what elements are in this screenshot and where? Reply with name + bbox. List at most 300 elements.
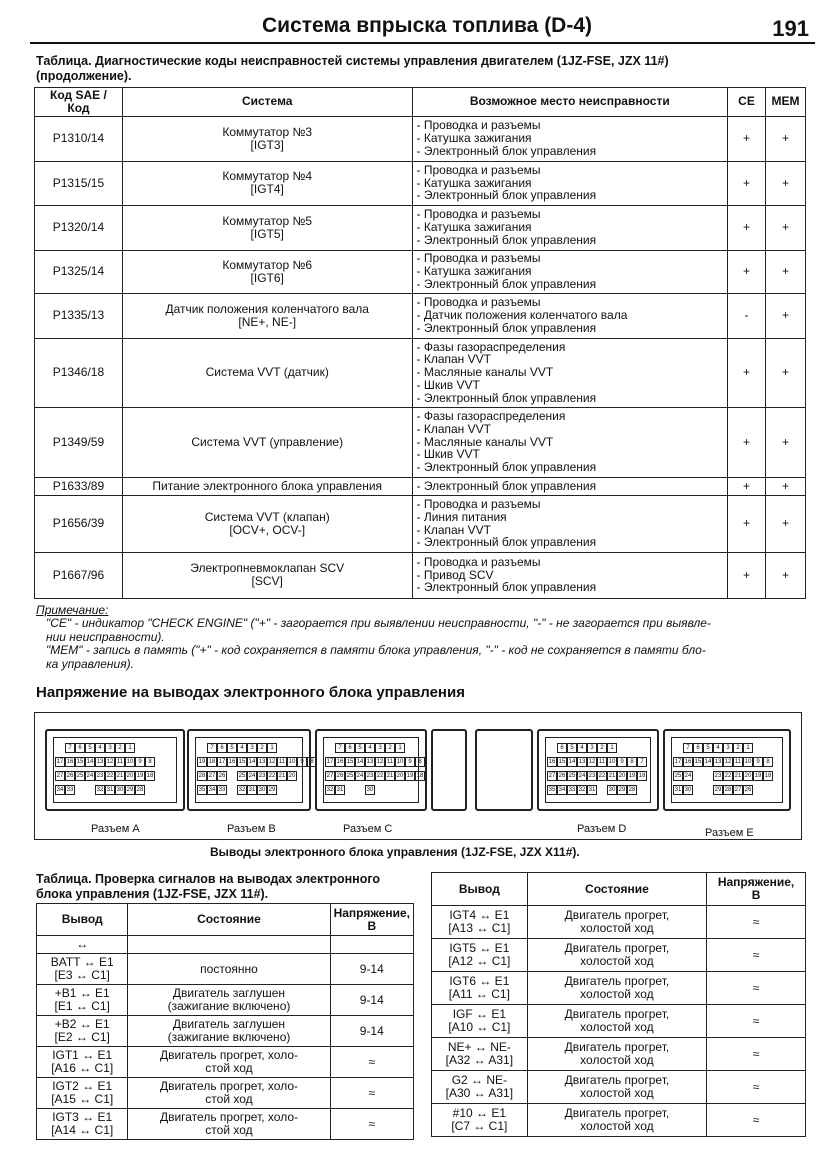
mem-flag: + <box>765 116 805 161</box>
pin-cell: 9 <box>297 757 307 767</box>
pin-cell: 35 <box>548 787 556 793</box>
pin-cell <box>703 771 713 781</box>
table-row <box>35 552 806 598</box>
pin-cell: 16 <box>336 759 344 765</box>
pin-cell: 16 <box>66 759 74 765</box>
pin-cell: 16 <box>548 759 556 765</box>
table-row <box>37 1078 414 1109</box>
pin-cell: 26 <box>744 787 752 793</box>
pin-cell: 13 <box>366 759 374 765</box>
pin-cell: 9 <box>617 757 627 767</box>
pin-cell: 9 <box>405 757 415 767</box>
pin-cell: 15 <box>346 759 354 765</box>
code-cell: P1325/14 <box>35 250 123 293</box>
state-cell: Двигатель прогрет, холостой ход <box>527 972 706 1005</box>
pin-cell: 30 <box>684 787 692 793</box>
voltage-cell: ≈ <box>707 1005 806 1038</box>
location-cell: - Проводка и разъемы - Катушка зажигания - Электронный блок управления <box>412 205 728 250</box>
connector-b <box>187 729 314 811</box>
pin-cell: 22 <box>724 773 732 779</box>
location-cell: - Электронный блок управления <box>412 477 728 495</box>
mem-flag: + <box>765 552 805 598</box>
code-cell: P1667/96 <box>35 552 123 598</box>
system-cell: Коммутатор №4 [IGT4] <box>122 161 412 205</box>
pin-cell: 34 <box>208 787 216 793</box>
pin-cell: 12 <box>376 759 384 765</box>
system-cell: Электропневмоклапан SCV [SCV] <box>122 552 412 598</box>
pin-cell: 22 <box>268 773 276 779</box>
ce-flag: + <box>728 407 766 477</box>
pin-cell: 23 <box>366 773 374 779</box>
pin-cell: +B1 ↔ E1 [E1 ↔ C1] <box>37 985 128 1016</box>
pin-cell <box>227 785 237 795</box>
pin-cell: 25 <box>76 773 84 779</box>
pin-cell: 25 <box>346 773 354 779</box>
pin-cell: 5 <box>703 743 713 753</box>
table-row <box>35 205 806 250</box>
connector-e <box>663 729 791 811</box>
pin-cell: 33 <box>66 787 74 793</box>
header-ce: CE <box>728 88 766 117</box>
pin-cell: 25 <box>238 773 246 779</box>
pin-cell: 7 <box>65 743 75 753</box>
pin-cell: 1 <box>395 743 405 753</box>
pin-cell: 3 <box>247 743 257 753</box>
ce-flag: + <box>728 338 766 407</box>
pin-cell: 21 <box>386 773 394 779</box>
pin-cell <box>85 785 95 795</box>
pin-cell: 13 <box>714 759 722 765</box>
location-cell: - Проводка и разъемы - Катушка зажигания - Электронный блок управления <box>412 116 728 161</box>
pin-row <box>673 757 773 767</box>
pin-cell: 20 <box>288 773 296 779</box>
pin-cell: 29 <box>618 787 626 793</box>
voltage-cell: ≈ <box>707 1071 806 1104</box>
signal-check-table-left <box>36 903 414 1140</box>
pin-cell: 19 <box>406 773 414 779</box>
pin-cell: 14 <box>568 759 576 765</box>
pin-cell: 27 <box>208 773 216 779</box>
pin-cell: 22 <box>376 773 384 779</box>
pin-cell: 18 <box>146 773 154 779</box>
section-title: Напряжение на выводах электронного блока управления <box>36 684 465 701</box>
pin-cell: 3 <box>105 743 115 753</box>
ce-flag: - <box>728 293 766 338</box>
pin-cell: 11 <box>116 759 124 765</box>
ce-flag: + <box>728 477 766 495</box>
ce-flag: + <box>728 495 766 552</box>
pin-cell: 17 <box>218 759 226 765</box>
pin-cell: 26 <box>558 773 566 779</box>
pin-cell: 29 <box>714 787 722 793</box>
pin-row <box>65 743 135 753</box>
pin-cell: 29 <box>268 787 276 793</box>
pin-cell: IGT4 ↔ E1 [A13 ↔ C1] <box>432 906 528 939</box>
pin-cell: 12 <box>588 759 596 765</box>
header-voltage: Напряжение, В <box>330 904 413 936</box>
pin-cell: 20 <box>126 773 134 779</box>
signal-table-caption: Таблица. Проверка сигналов на выводах электронного блока управления (1JZ-FSE, JZX 11#). <box>36 872 381 901</box>
ce-flag: + <box>728 552 766 598</box>
state-cell: Двигатель прогрет, холо- стой ход <box>128 1078 330 1109</box>
table-row <box>432 972 806 1005</box>
header-pin: Вывод <box>37 904 128 936</box>
pin-cell <box>75 785 85 795</box>
pin-cell: 1 <box>743 743 753 753</box>
code-cell: P1315/15 <box>35 161 123 205</box>
system-cell: Система VVT (датчик) <box>122 338 412 407</box>
pin-cell: 6 <box>693 743 703 753</box>
pin-cell: 3 <box>723 743 733 753</box>
pin-cell: 28 <box>628 787 636 793</box>
pin-cell: 31 <box>674 787 682 793</box>
pin-cell: +B2 ↔ E1 [E2 ↔ C1] <box>37 1016 128 1047</box>
pin-cell: 13 <box>258 759 266 765</box>
pin-cell: 11 <box>734 759 742 765</box>
pin-cell: 1 <box>125 743 135 753</box>
pin-cell: 7 <box>683 743 693 753</box>
pin-cell: #10 ↔ E1 [C7 ↔ C1] <box>432 1104 528 1137</box>
pin-row <box>55 757 155 767</box>
pin-cell: 14 <box>248 759 256 765</box>
pin-cell: 33 <box>568 787 576 793</box>
pin-cell: 15 <box>558 759 566 765</box>
voltage-cell: ≈ <box>330 1078 413 1109</box>
pin-cell: 8 <box>763 757 773 767</box>
pin-cell: 4 <box>713 743 723 753</box>
system-cell: Коммутатор №3 [IGT3] <box>122 116 412 161</box>
pin-cell: G2 ↔ NE- [A30 ↔ A31] <box>432 1071 528 1104</box>
pin-row <box>547 771 647 781</box>
pin-cell: 8 <box>145 757 155 767</box>
pin-cell: 30 <box>116 787 124 793</box>
ce-flag: + <box>728 250 766 293</box>
pin-cell: 7 <box>637 757 647 767</box>
code-cell: P1310/14 <box>35 116 123 161</box>
voltage-cell: ≈ <box>707 1038 806 1071</box>
pin-cell: 6 <box>75 743 85 753</box>
pin-cell: 5 <box>567 743 577 753</box>
pin-cell: 6 <box>345 743 355 753</box>
pin-cell: 9 <box>135 757 145 767</box>
pin-cell: 24 <box>248 773 256 779</box>
pin-cell: 10 <box>608 759 616 765</box>
table-row <box>35 495 806 552</box>
voltage-cell: 9-14 <box>330 954 413 985</box>
header-code: Код SAE / Код <box>35 88 123 117</box>
pin-cell: 16 <box>228 759 236 765</box>
pin-row <box>673 785 753 795</box>
system-cell: Система VVT (клапан) [OCV+, OCV-] <box>122 495 412 552</box>
pin-cell: 8 <box>307 757 317 767</box>
pin-cell: 35 <box>198 787 206 793</box>
table-row <box>35 338 806 407</box>
pin-cell: 32 <box>238 787 246 793</box>
header-system: Система <box>122 88 412 117</box>
pin-cell: 2 <box>115 743 125 753</box>
state-cell: Двигатель прогрет, холостой ход <box>527 1038 706 1071</box>
pin-cell: IGT3 ↔ E1 [A14 ↔ C1] <box>37 1109 128 1140</box>
pin-cell: 32 <box>326 787 334 793</box>
voltage-cell: 9-14 <box>330 1016 413 1047</box>
pin-cell: 13 <box>96 759 104 765</box>
pin-cell: 27 <box>326 773 334 779</box>
pin-cell: 25 <box>674 773 682 779</box>
pin-cell <box>693 785 703 795</box>
voltage-cell: ≈ <box>707 906 806 939</box>
table-row <box>35 250 806 293</box>
pin-cell: 30 <box>366 787 374 793</box>
pin-cell: 10 <box>126 759 134 765</box>
pin-cell: 3 <box>587 743 597 753</box>
pin-cell <box>345 785 355 795</box>
state-cell: Двигатель прогрет, холо- стой ход <box>128 1047 330 1078</box>
location-cell: - Проводка и разъемы - Датчик положения коленчатого вала - Электронный блок управления <box>412 293 728 338</box>
pin-cell <box>597 785 607 795</box>
pin-row <box>325 757 425 767</box>
pin-cell: 34 <box>558 787 566 793</box>
location-cell: - Проводка и разъемы - Катушка зажигания - Электронный блок управления <box>412 250 728 293</box>
code-cell: P1633/89 <box>35 477 123 495</box>
table-row <box>37 1047 414 1078</box>
pin-cell: 30 <box>258 787 266 793</box>
pin-row <box>547 785 637 795</box>
connector-c-label: Разъем C <box>343 823 393 835</box>
pin-row <box>325 771 425 781</box>
state-cell: Двигатель заглушен (зажигание включено) <box>128 985 330 1016</box>
pin-cell: 31 <box>336 787 344 793</box>
pin-cell: 20 <box>744 773 752 779</box>
state-cell: Двигатель прогрет, холостой ход <box>527 939 706 972</box>
header-mem: MEM <box>765 88 805 117</box>
pin-cell: 8 <box>415 757 425 767</box>
pin-cell: 12 <box>724 759 732 765</box>
pin-cell: 21 <box>734 773 742 779</box>
pin-cell: 6 <box>217 743 227 753</box>
connector-d-label: Разъем D <box>577 823 627 835</box>
pin-cell <box>703 785 713 795</box>
mem-flag: + <box>765 495 805 552</box>
pin-cell: 23 <box>258 773 266 779</box>
pin-cell: 10 <box>396 759 404 765</box>
header-state: Состояние <box>128 904 330 936</box>
pin-cell: 23 <box>96 773 104 779</box>
pin-cell: 1 <box>607 743 617 753</box>
pin-cell: 31 <box>106 787 114 793</box>
pin-cell: 31 <box>588 787 596 793</box>
pin-cell: IGF ↔ E1 [A10 ↔ C1] <box>432 1005 528 1038</box>
pin-cell: 22 <box>106 773 114 779</box>
connector-d <box>537 729 659 811</box>
pin-cell: 17 <box>326 759 334 765</box>
table-row <box>35 161 806 205</box>
diagnostic-codes-table <box>34 87 806 599</box>
voltage-cell: ≈ <box>330 1109 413 1140</box>
pin-cell: 3 <box>375 743 385 753</box>
pin-cell: 21 <box>116 773 124 779</box>
state-cell: постоянно <box>128 954 330 985</box>
system-cell: Питание электронного блока управления <box>122 477 412 495</box>
voltage-cell: ≈ <box>707 939 806 972</box>
connector-b-label: Разъем B <box>227 823 276 835</box>
pin-row <box>207 743 277 753</box>
footnote: Примечание: "CE" - индикатор "CHECK ENGINE" ("+" - загорается при выявлении неисправности, "-" - не загорается при выявле- нии неисправности). "MEM" - запись в память ("+" - код сохраняется в памяти блока управления, "-" - код не сохраняется в памяти бло- ка управления). <box>36 603 711 671</box>
pin-cell: 34 <box>56 787 64 793</box>
pin-cell: 27 <box>734 787 742 793</box>
table-row <box>35 293 806 338</box>
pin-cell <box>355 785 365 795</box>
mem-flag: + <box>765 477 805 495</box>
ce-flag: + <box>728 205 766 250</box>
pin-cell: 14 <box>704 759 712 765</box>
system-cell: Датчик положения коленчатого вала [NE+, NE-] <box>122 293 412 338</box>
pin-cell: 24 <box>356 773 364 779</box>
pin-cell: 10 <box>744 759 752 765</box>
pin-cell: 2 <box>385 743 395 753</box>
page-title: Система впрыска топлива (D-4) <box>262 14 593 37</box>
pin-cell: 2 <box>597 743 607 753</box>
table-row <box>432 1038 806 1071</box>
blank-slot <box>431 729 467 811</box>
pin-cell: 20 <box>618 773 626 779</box>
state-cell: Двигатель прогрет, холостой ход <box>527 1104 706 1137</box>
pin-row <box>325 785 375 795</box>
pin-cell: 19 <box>754 773 762 779</box>
table-row <box>432 1104 806 1137</box>
arrow-legend: ↔ <box>37 936 128 954</box>
code-cell: P1656/39 <box>35 495 123 552</box>
table-row <box>432 939 806 972</box>
connector-e-label: Разъем E <box>705 827 754 839</box>
pin-cell: 27 <box>548 773 556 779</box>
pin-cell: 5 <box>355 743 365 753</box>
ecu-figure-caption: Выводы электронного блока управления (1JZ-FSE, JZX X11#). <box>210 845 580 859</box>
pin-cell: 4 <box>237 743 247 753</box>
pin-cell: 27 <box>56 773 64 779</box>
pin-cell: 26 <box>66 773 74 779</box>
pin-cell: 7 <box>335 743 345 753</box>
table-row <box>35 477 806 495</box>
pin-cell: 30 <box>608 787 616 793</box>
pin-cell: BATT ↔ E1 [E3 ↔ C1] <box>37 954 128 985</box>
connector-c <box>315 729 427 811</box>
pin-cell: 25 <box>568 773 576 779</box>
mem-flag: + <box>765 293 805 338</box>
pin-cell: 21 <box>608 773 616 779</box>
pin-cell: 21 <box>278 773 286 779</box>
code-cell: P1335/13 <box>35 293 123 338</box>
voltage-cell: ≈ <box>707 1104 806 1137</box>
pin-row <box>335 743 405 753</box>
pin-cell: 18 <box>638 773 646 779</box>
pin-cell: 11 <box>386 759 394 765</box>
pin-cell: 4 <box>365 743 375 753</box>
pin-row <box>683 743 753 753</box>
pin-cell: 4 <box>577 743 587 753</box>
ce-flag: + <box>728 161 766 205</box>
state-cell: Двигатель заглушен (зажигание включено) <box>128 1016 330 1047</box>
pin-row <box>197 785 277 795</box>
table-row <box>432 1071 806 1104</box>
pin-cell: 19 <box>198 759 206 765</box>
pin-cell: 18 <box>764 773 772 779</box>
pin-cell: 4 <box>95 743 105 753</box>
pin-cell: IGT5 ↔ E1 [A12 ↔ C1] <box>432 939 528 972</box>
header-pin: Вывод <box>432 873 528 906</box>
state-cell: Двигатель прогрет, холостой ход <box>527 1005 706 1038</box>
pin-cell: 31 <box>248 787 256 793</box>
state-cell: Двигатель прогрет, холостой ход <box>527 1071 706 1104</box>
pin-cell: 28 <box>136 787 144 793</box>
pin-cell: 28 <box>724 787 732 793</box>
pin-cell: 6 <box>557 743 567 753</box>
pin-cell: 24 <box>578 773 586 779</box>
pin-cell: 32 <box>578 787 586 793</box>
pin-cell: 24 <box>684 773 692 779</box>
voltage-cell: 9-14 <box>330 985 413 1016</box>
pin-cell: 19 <box>628 773 636 779</box>
mem-flag: + <box>765 205 805 250</box>
mem-flag: + <box>765 250 805 293</box>
pin-cell: 20 <box>396 773 404 779</box>
pin-cell: 33 <box>218 787 226 793</box>
table-row <box>432 906 806 939</box>
voltage-cell: ≈ <box>707 972 806 1005</box>
pin-cell: 2 <box>733 743 743 753</box>
header-voltage: Напряжение, В <box>707 873 806 906</box>
page-number: 191 <box>772 16 809 41</box>
signal-check-table-right <box>431 872 806 1137</box>
pin-cell: 12 <box>268 759 276 765</box>
mem-flag: + <box>765 338 805 407</box>
state-cell: Двигатель прогрет, холостой ход <box>527 906 706 939</box>
pin-cell <box>227 771 237 781</box>
ce-flag: + <box>728 116 766 161</box>
voltage-cell: ≈ <box>330 1047 413 1078</box>
pin-cell: 13 <box>578 759 586 765</box>
pin-cell: 19 <box>136 773 144 779</box>
pin-cell <box>693 771 703 781</box>
header-state: Состояние <box>527 873 706 906</box>
pin-cell: 23 <box>714 773 722 779</box>
pin-row <box>557 743 617 753</box>
mem-flag: + <box>765 161 805 205</box>
connector-a <box>45 729 185 811</box>
pin-cell: 5 <box>227 743 237 753</box>
pin-cell: 17 <box>674 759 682 765</box>
pin-row <box>197 757 317 767</box>
pin-cell: 2 <box>257 743 267 753</box>
location-cell: - Проводка и разъемы - Катушка зажигания - Электронный блок управления <box>412 161 728 205</box>
pin-cell: 10 <box>288 759 296 765</box>
table-row <box>432 1005 806 1038</box>
pin-cell: 17 <box>56 759 64 765</box>
pin-cell: 29 <box>126 787 134 793</box>
pin-cell: 11 <box>598 759 606 765</box>
pin-cell: 18 <box>416 773 424 779</box>
pin-cell: 15 <box>694 759 702 765</box>
pin-cell: IGT1 ↔ E1 [A16 ↔ C1] <box>37 1047 128 1078</box>
pin-cell: 14 <box>356 759 364 765</box>
system-cell: Коммутатор №5 [IGT5] <box>122 205 412 250</box>
pin-cell: 7 <box>207 743 217 753</box>
pin-cell: IGT6 ↔ E1 [A11 ↔ C1] <box>432 972 528 1005</box>
ecu-connector-diagram <box>34 712 802 840</box>
pin-cell: 32 <box>96 787 104 793</box>
code-cell: P1349/59 <box>35 407 123 477</box>
code-cell: P1320/14 <box>35 205 123 250</box>
header-location: Возможное место неисправности <box>412 88 728 117</box>
